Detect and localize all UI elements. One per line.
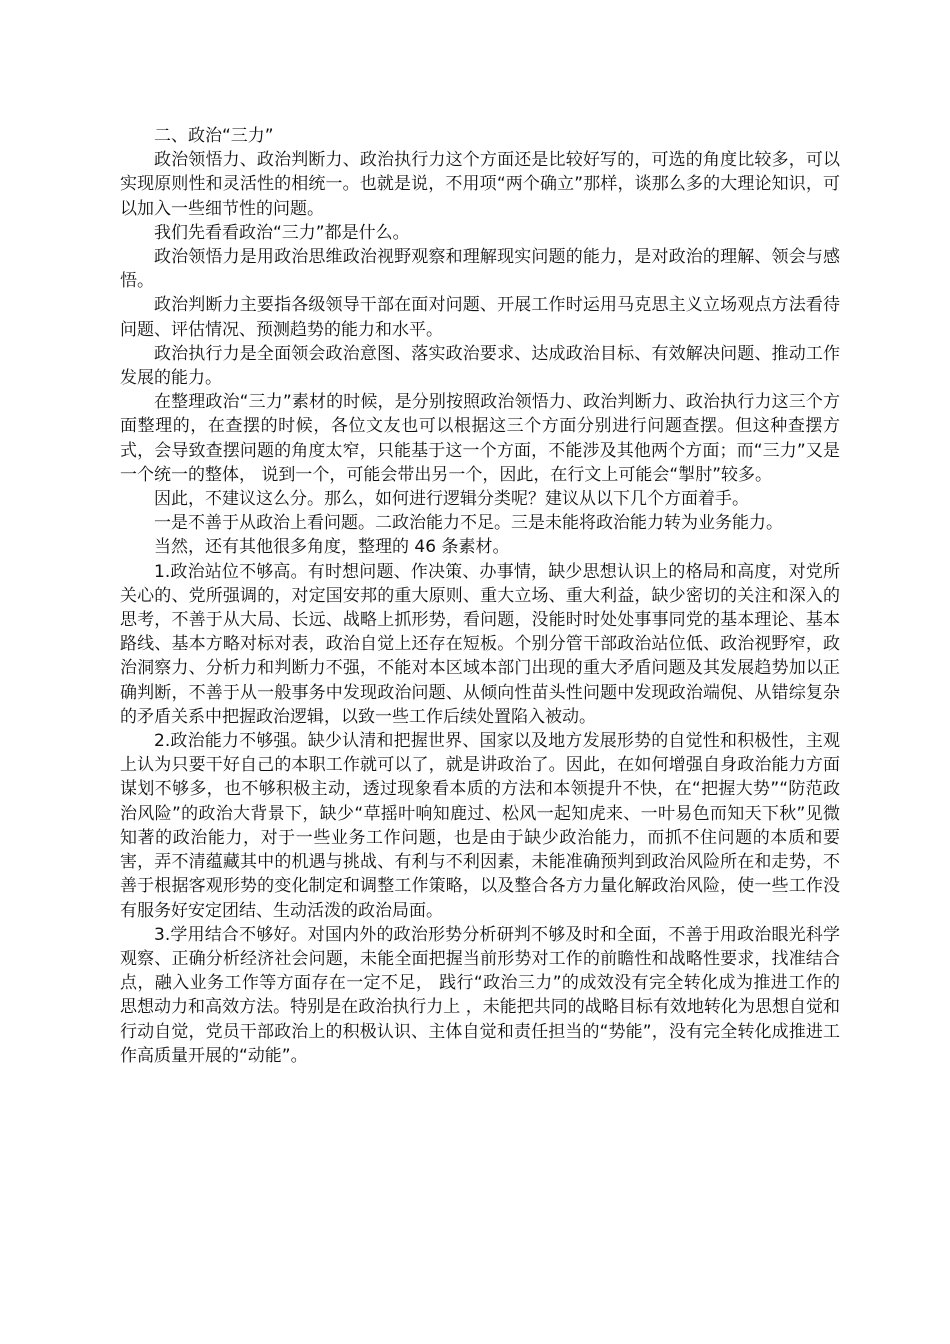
numbered-item: 2.政治能力不够强。缺少认清和把握世界、国家以及地方发展形势的自觉性和积极性，主观上认为只要干好自己的本职工作就可以了，就是讲政治了。因此，在如何增强自身政治能力方面谋划不够多，也不够积极主动，透过现象看本质的方法和本领提升不快，在“把握大势”“防范政治风险”的政治大背景下，缺少“草摇叶响知鹿过、松风一起知虎来、一叶易色而知天下秋”见微知著的政治能力，对于一些业务工作问题，也是由于缺少政治能力，而抓不住问题的本质和要害，弄不清蕴藏其中的机遇与挑战、有利与不利因素，未能准确预判到政治风险所在和走势，不善于根据客观形势的变化制定和调整工作策略，以及整合各方力量化解政治风险，使一些工作没有服务好安定团结、生动活泼的政治局面。: [120, 731, 840, 921]
paragraph: 因此，不建议这么分。那么，如何进行逻辑分类呢？建议从以下几个方面着手。: [154, 489, 749, 510]
numbered-item: 3.学用结合不够好。对国内外的政治形势分析研判不够及时和全面，不善于用政治眼光科学观察、正确分析经济社会问题，未能全面把握当前形势对工作的前瞻性和战略性要求，找准结合点，融入业务工作等方面存在一定不足， 践行“政治三力”的成效没有完全转化成为推进工作的思想动力和高效方法。特别是在政治执行力上 ，未能把共同的战略目标有效地转化为思想自觉和行动自觉，党员干部政治上的积极认识、主体自觉和责任担当的“势能”，没有完全转化成推进工作高质量开展的“动能”。: [120, 924, 840, 1066]
paragraph: 当然，还有其他很多角度，整理的 46 条素材。: [154, 537, 510, 558]
paragraph: 政治领悟力是用政治思维政治视野观察和理解现实问题的能力，是对政治的理解、领会与感悟。: [120, 247, 840, 292]
paragraph: 政治领悟力、政治判断力、政治执行力这个方面还是比较好写的，可选的角度比较多，可以实现原则性和灵活性的相统一。也就是说，不用项“两个确立”那样，谈那么多的大理论知识，可以加入一些细节性的问题。: [120, 150, 840, 219]
numbered-item: 1.政治站位不够高。有时想问题、作决策、办事情，缺少思想认识上的格局和高度，对党所关心的、党所强调的，对定国安邦的重大原则、重大立场、重大利益，缺少密切的关注和深入的思考，不善于从大局、长远、战略上抓形势，看问题，没能时时处处事事同党的基本理论、基本路线、基本方略对标对表，政治自觉上还存在短板。个别分管干部政治站位低、政治视野窄，政治洞察力、分析力和判断力不强，不能对本区域本部门出现的重大矛盾问题及其发展趋势加以正确判断，不善于从一般事务中发现政治问题、从倾向性苗头性问题中发现政治端倪、从错综复杂的矛盾关系中把握政治逻辑，以致一些工作后续处置陷入被动。: [120, 561, 840, 727]
section-heading: 二、政治“三力”: [154, 126, 274, 146]
paragraph: 政治执行力是全面领会政治意图、落实政治要求、达成政治目标、有效解决问题、推动工作发展的能力。: [120, 343, 840, 389]
document-body: [120, 124, 840, 1068]
paragraph: 在整理政治“三力”素材的时候，是分别按照政治领悟力、政治判断力、政治执行力这三个方面整理的，在查摆的时候，各位文友也可以根据这三个方面分别进行问题查摆。但这种查摆方式，会导致查摆问题的角度太窄，只能基于这一个方面，不能涉及其他两个方面；而“三力”又是一个统一的整体， 说到一个，可能会带出另一个，因此，在行文上可能会“掣肘”较多。: [120, 392, 840, 485]
paragraph: 我们先看看政治“三力”都是什么。: [154, 222, 410, 243]
paragraph: 一是不善于从政治上看问题。二政治能力不足。三是未能将政治能力转为业务能力。: [154, 513, 783, 534]
paragraph: 政治判断力主要指各级领导干部在面对问题、开展工作时运用马克思主义立场观点方法看待问题、评估情况、预测趋势的能力和水平。: [120, 295, 840, 340]
